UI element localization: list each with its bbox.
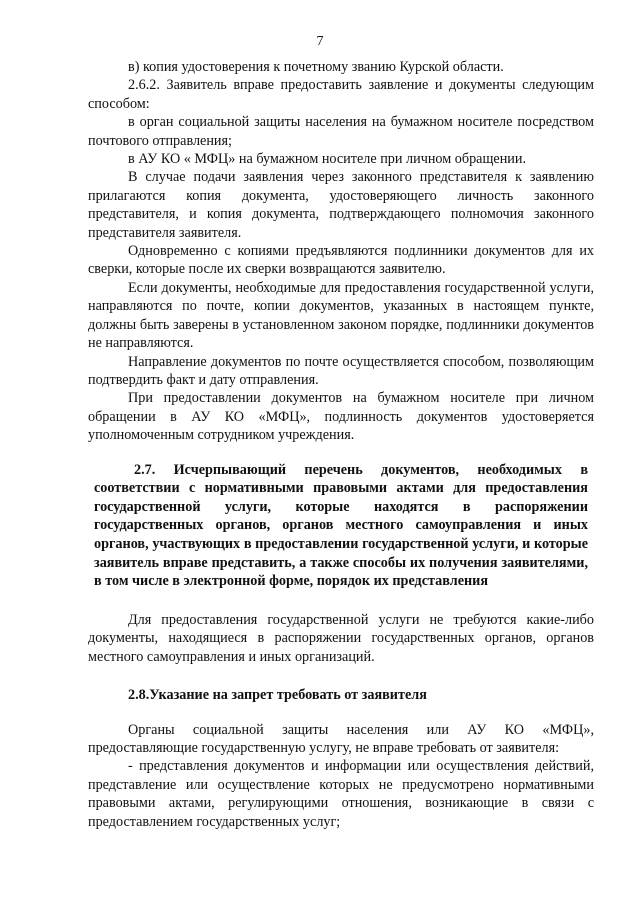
paragraph: При предоставлении документов на бумажном носителе при личном обращении в АУ КО «МФЦ», подлинность документов удостоверяется уполномоченным сотрудником учреждения. bbox=[88, 390, 594, 444]
paragraph: Направление документов по почте осуществляется способом, позволяющим подтвердить факт и дату отправления. bbox=[88, 353, 594, 388]
section-2-8-heading: 2.8.Указание на запрет требовать от заявителя bbox=[128, 686, 427, 703]
paragraph: Органы социальной защиты населения или АУ КО «МФЦ», предоставляющие государственную услугу, не вправе требовать от заявителя: bbox=[88, 721, 594, 756]
paragraph: - представления документов и информации или осуществления действий, представление или осуществление которых не предусмотрено нормативными правовыми актами, регулирующими отношения, возникающие в связи с предоставлением государственных услуг; bbox=[88, 758, 594, 830]
paragraph: в) копия удостоверения к почетному званию Курской области. bbox=[128, 59, 504, 75]
paragraph: В случае подачи заявления через законного представителя к заявлению прилагаются копия документа, удостоверяющего личность законного представителя, и копия документа, подтверждающего полномочия законного представителя заявителя. bbox=[88, 169, 594, 241]
section-2-7-heading: 2.7. Исчерпывающий перечень документов, необходимых в соответствии с нормативными правовыми актами для предоставления государственной услуги, которые находятся в распоряжении государственных органов, органов местного самоуправления и иных органов, участвующих в предоставлении государственной услуги, и которые заявитель вправе представить, а также способы их получения заявителями, в том числе в электронной форме, порядок их представления bbox=[94, 461, 588, 590]
paragraph: Одновременно с копиями предъявляются подлинники документов для их сверки, которые после их сверки возвращаются заявителю. bbox=[88, 243, 594, 278]
section-2-7-text: Для предоставления государственной услуги не требуются какие-либо документы, находящиеся в распоряжении государственных органов, органов местного самоуправления и иных организаций. bbox=[88, 611, 594, 665]
paragraph: в орган социальной защиты населения на бумажном носителе посредством почтового отправления; bbox=[88, 114, 594, 149]
page-number: 7 bbox=[316, 34, 324, 49]
document-body bbox=[88, 58, 594, 831]
paragraph: в АУ КО « МФЦ» на бумажном носителе при личном обращении. bbox=[128, 151, 527, 168]
paragraph: Если документы, необходимые для предоставления государственной услуги, направляются по почте, копии документов, указанных в настоящем пункте, должны быть заверены в установленном законом порядке, подлинники документов не направляются. bbox=[88, 279, 594, 352]
paragraph: 2.6.2. Заявитель вправе предоставить заявление и документы следующим способом: bbox=[88, 77, 594, 112]
